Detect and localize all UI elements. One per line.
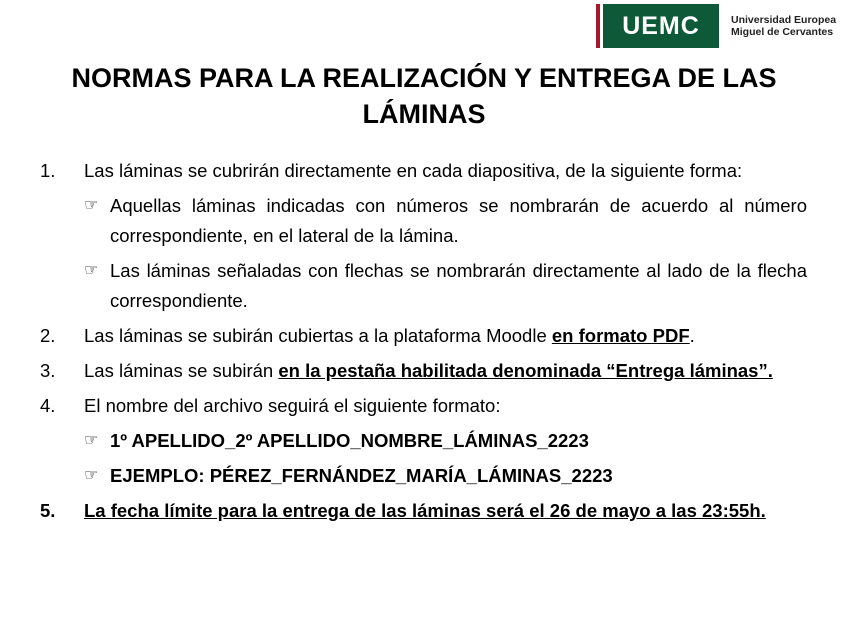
pointing-hand-icon: ☞ bbox=[84, 197, 99, 214]
sub-text: Aquellas láminas indicadas con números se nombrarán de acuerdo al número correspondiente, en el lateral de la lámina. bbox=[110, 195, 807, 246]
rule-text-post: . bbox=[689, 325, 695, 346]
rule-text bbox=[84, 356, 807, 386]
rule-number: 1. bbox=[40, 160, 56, 181]
rule-4-sub-1 bbox=[84, 426, 807, 456]
pointing-hand-icon: ☞ bbox=[84, 467, 99, 484]
rule-item-4 bbox=[40, 391, 807, 421]
rule-item-5 bbox=[40, 496, 807, 526]
logo-acronym: UEMC bbox=[603, 4, 719, 48]
page-title bbox=[40, 60, 808, 132]
rule-text-pre: Las láminas se subirán bbox=[84, 360, 279, 381]
rule-number: 5. bbox=[40, 500, 56, 521]
filename-format: 1º APELLIDO_2º APELLIDO_NOMBRE_LÁMINAS_2223 bbox=[110, 430, 589, 451]
rule-number: 2. bbox=[40, 325, 56, 346]
rule-text-pre: Las láminas se subirán cubiertas a la plataforma Moodle bbox=[84, 325, 552, 346]
rule-item-2 bbox=[40, 321, 807, 351]
rule-text bbox=[84, 321, 807, 351]
deadline-text: La fecha límite para la entrega de las láminas será el 26 de mayo a las 23:55h. bbox=[84, 500, 766, 521]
rule-number: 3. bbox=[40, 360, 56, 381]
logo-line-1: Universidad Europea bbox=[731, 14, 837, 26]
rule-text: Las láminas se cubrirán directamente en cada diapositiva, de la siguiente forma: bbox=[84, 160, 743, 181]
rule-1-sub-1 bbox=[84, 191, 807, 251]
rule-item-1 bbox=[40, 156, 807, 186]
filename-example: EJEMPLO: PÉREZ_FERNÁNDEZ_MARÍA_LÁMINAS_2223 bbox=[110, 465, 613, 486]
logo-accent-bar bbox=[596, 4, 600, 48]
rule-text: El nombre del archivo seguirá el siguiente formato: bbox=[84, 395, 501, 416]
pointing-hand-icon: ☞ bbox=[84, 262, 99, 279]
rule-text-emphasis: en la pestaña habilitada denominada “Entrega láminas”. bbox=[278, 360, 773, 381]
title-line-2: LÁMINAS bbox=[362, 99, 486, 129]
uemc-logo bbox=[596, 4, 846, 48]
rules-list bbox=[40, 156, 807, 531]
logo-university-name bbox=[731, 14, 836, 38]
rule-4-sub-2 bbox=[84, 461, 807, 491]
logo-line-2: Miguel de Cervantes bbox=[731, 26, 834, 38]
pointing-hand-icon: ☞ bbox=[84, 432, 99, 449]
title-line-1: NORMAS PARA LA REALIZACIÓN Y ENTREGA DE LAS bbox=[71, 63, 777, 93]
sub-text: Las láminas señaladas con flechas se nombrarán directamente al lado de la flecha correspondiente. bbox=[110, 260, 807, 311]
rule-item-3 bbox=[40, 356, 807, 386]
rule-number: 4. bbox=[40, 395, 56, 416]
rule-1-sub-2 bbox=[84, 256, 807, 316]
rule-text-emphasis: en formato PDF bbox=[551, 325, 690, 346]
